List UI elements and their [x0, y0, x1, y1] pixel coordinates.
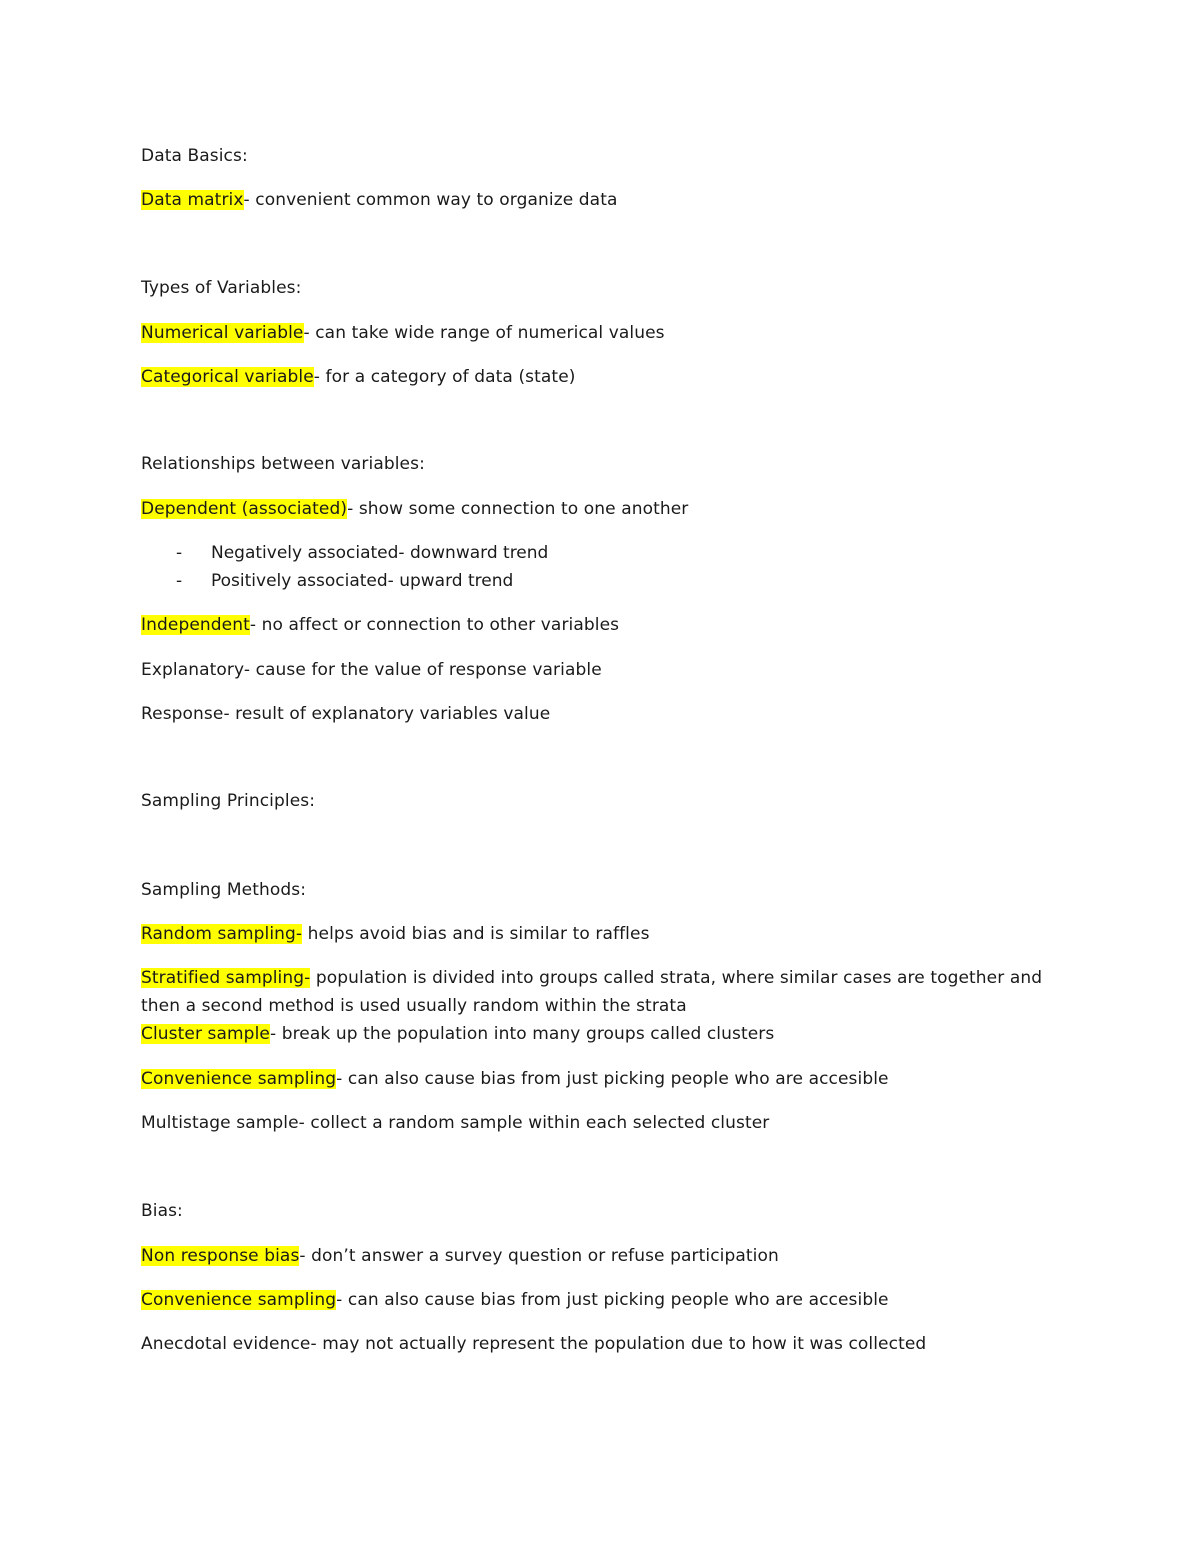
bullet-negatively-associated: Negatively associated- downward trend [211, 543, 549, 563]
definition-data-matrix [141, 189, 617, 211]
highlighted-term: Cluster sample [141, 1024, 270, 1044]
definition-convenience-sampling-bias [141, 1289, 889, 1311]
definition-text: - show some connection to one another [347, 499, 689, 519]
definition-text: - for a category of data (state) [313, 367, 576, 387]
highlighted-term: Non response bias [141, 1246, 300, 1266]
heading-sampling-principles: Sampling Principles: [141, 791, 316, 811]
definition-cluster-sample [141, 1023, 774, 1045]
highlighted-term: Independent [141, 615, 250, 635]
definition-text: - can also cause bias from just picking people who are accesible [336, 1069, 889, 1089]
heading-types-of-variables: Types of Variables: [141, 278, 302, 298]
highlighted-term: Categorical variable [141, 367, 314, 387]
highlighted-term: Data matrix [141, 190, 244, 210]
definition-non-response-bias [141, 1245, 779, 1267]
definition-response: Response- result of explanatory variables value [141, 704, 551, 724]
definition-explanatory: Explanatory- cause for the value of response variable [141, 660, 602, 680]
bullet-marker: - [176, 571, 183, 591]
definition-independent [141, 614, 619, 636]
definition-multistage-sample: Multistage sample- collect a random sample within each selected cluster [141, 1113, 770, 1133]
definition-text: - break up the population into many groups called clusters [269, 1024, 775, 1044]
heading-bias: Bias: [141, 1201, 183, 1221]
highlighted-term: Convenience sampling [141, 1290, 337, 1310]
definition-text: - can also cause bias from just picking people who are accesible [336, 1290, 889, 1310]
definition-numerical-variable [141, 322, 665, 344]
heading-relationships: Relationships between variables: [141, 454, 425, 474]
bullet-positively-associated: Positively associated- upward trend [211, 571, 514, 591]
highlighted-term: Convenience sampling [141, 1069, 337, 1089]
highlighted-term: Random sampling- [141, 924, 303, 944]
definition-categorical-variable [141, 366, 575, 388]
definition-text: - no affect or connection to other variables [249, 615, 620, 635]
definition-text: - can take wide range of numerical values [303, 323, 665, 343]
heading-sampling-methods: Sampling Methods: [141, 880, 307, 900]
definition-text: population is divided into groups called strata, where similar cases are together and [310, 968, 1043, 988]
highlighted-term: Numerical variable [141, 323, 304, 343]
definition-stratified-continuation: then a second method is used usually random within the strata [141, 996, 687, 1016]
definition-text: helps avoid bias and is similar to raffles [302, 924, 650, 944]
definition-text: - don’t answer a survey question or refuse participation [299, 1246, 779, 1266]
bullet-marker: - [176, 543, 183, 563]
highlighted-term: Stratified sampling- [141, 968, 311, 988]
definition-text: - convenient common way to organize data [243, 190, 618, 210]
heading-data-basics: Data Basics: [141, 146, 248, 166]
definition-dependent [141, 498, 688, 520]
definition-anecdotal-evidence: Anecdotal evidence- may not actually represent the population due to how it was collected [141, 1334, 927, 1354]
highlighted-term: Dependent (associated) [141, 499, 348, 519]
definition-random-sampling [141, 923, 650, 945]
definition-stratified-sampling [141, 967, 1042, 989]
definition-convenience-sampling [141, 1068, 889, 1090]
